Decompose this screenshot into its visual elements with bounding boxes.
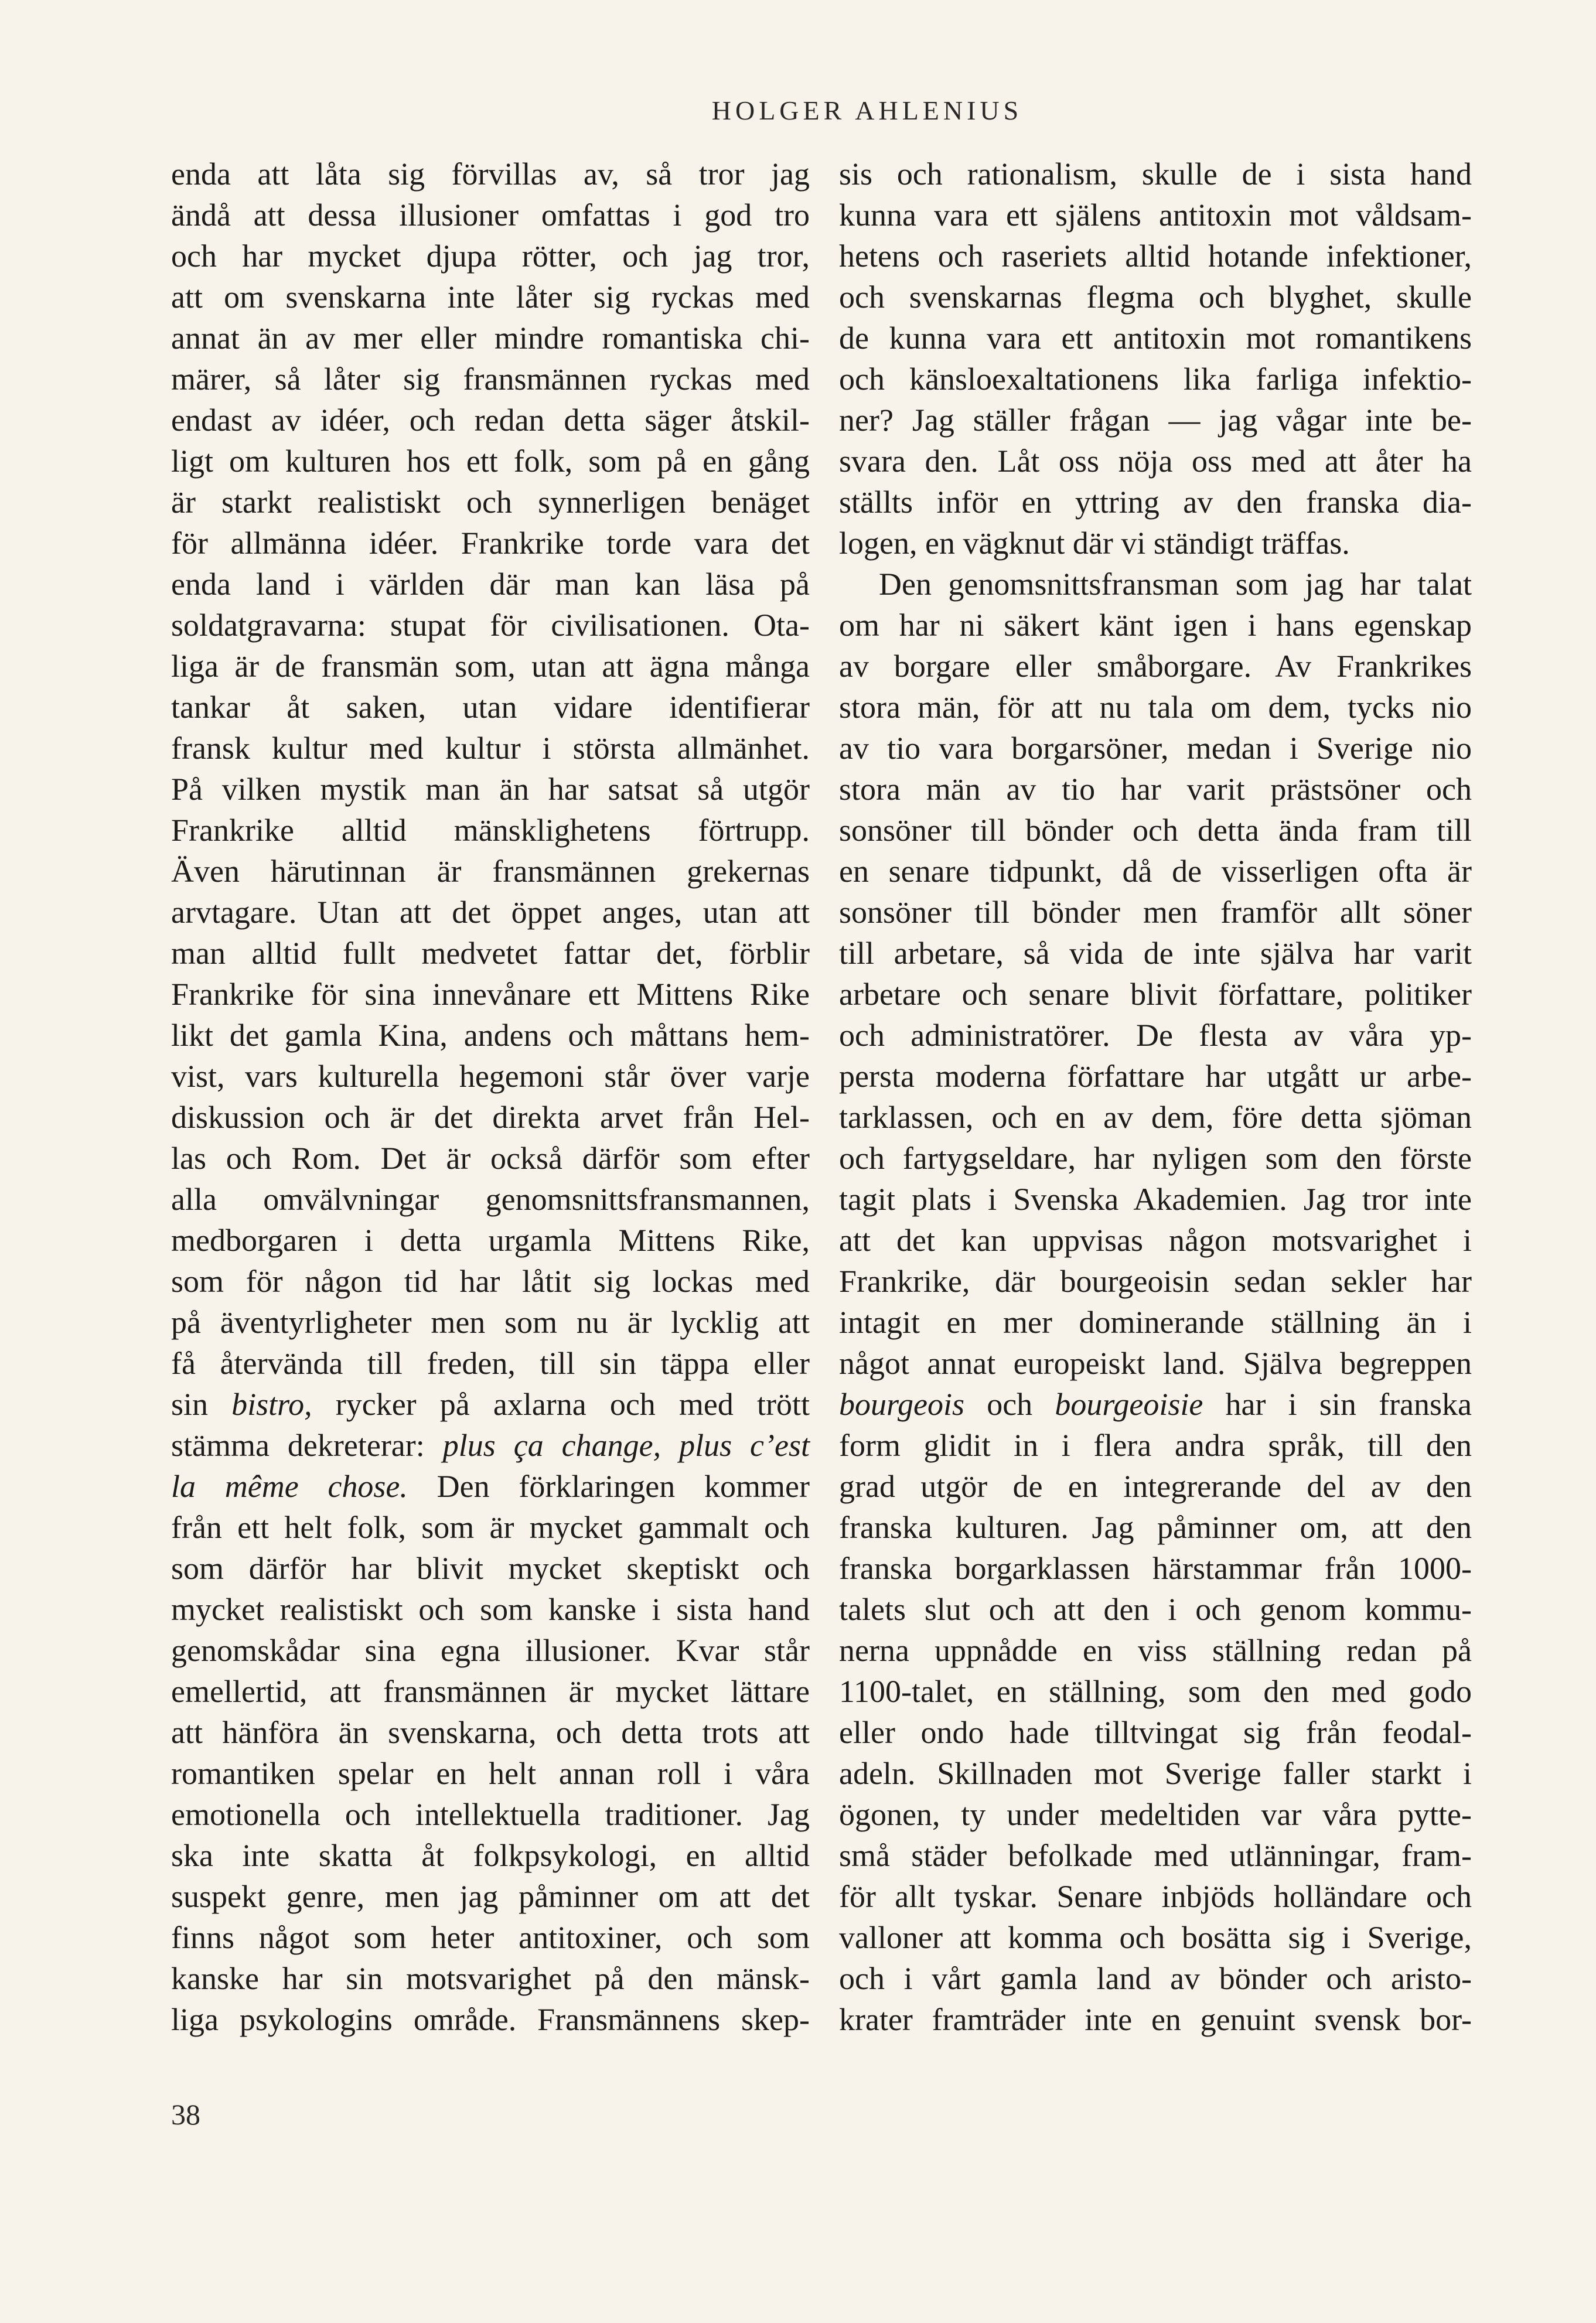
- text-line: fransk kultur med kultur i största allmänhet.: [171, 731, 810, 766]
- text-line: att om svenskarna inte låter sig ryckas med: [171, 279, 810, 315]
- text-line: enda att låta sig förvillas av, så tror jag: [171, 156, 810, 192]
- text-line: form glidit in i flera andra språk, till den: [839, 1428, 1472, 1463]
- text-run: Den förklaringen kommer: [407, 1469, 810, 1504]
- text-line: intagit en mer dominerande ställning än i: [839, 1305, 1472, 1340]
- text-line: franska kulturen. Jag påminner om, att den: [839, 1510, 1472, 1545]
- text-line: Även härutinnan är fransmännen grekernas: [171, 854, 810, 889]
- text-line: enda land i världen där man kan läsa på: [171, 567, 810, 602]
- text-line: grad utgör de en integrerande del av den: [839, 1469, 1472, 1504]
- text-line: svara den. Låt oss nöja oss med att åter ha: [839, 444, 1472, 479]
- text-line: endast av idéer, och redan detta säger åtskil-: [171, 402, 810, 438]
- text-line: tagit plats i Svenska Akademien. Jag tror inte: [839, 1182, 1472, 1217]
- text-line: Den genomsnittsfransman som jag har talat: [879, 567, 1472, 602]
- text-line: las och Rom. Det är också därför som efter: [171, 1141, 810, 1176]
- text-line: vist, vars kulturella hegemoni står över varje: [171, 1059, 810, 1094]
- text-line: sonsöner till bönder men framför allt söner: [839, 895, 1472, 930]
- text-line: ner? Jag ställer frågan — jag vågar inte be-: [839, 402, 1472, 438]
- text-line: och svenskarnas flegma och blyghet, skulle: [839, 279, 1472, 315]
- text-line: och administratörer. De flesta av våra yp-: [839, 1018, 1472, 1053]
- text-line: kunna vara ett själens antitoxin mot våldsam-: [839, 197, 1472, 233]
- text-line: de kunna vara ett antitoxin mot romantikens: [839, 320, 1472, 356]
- text-line: är starkt realistiskt och synnerligen benäget: [171, 485, 810, 520]
- text-line: av borgare eller småborgare. Av Frankrikes: [839, 649, 1472, 684]
- text-run: sin: [171, 1387, 232, 1422]
- text-line: genomskådar sina egna illusioner. Kvar står: [171, 1633, 810, 1668]
- text-line: märer, så låter sig fransmännen ryckas med: [171, 361, 810, 397]
- text-line: till arbetare, så vida de inte själva har varit: [839, 936, 1472, 971]
- text-line: små städer befolkade med utlänningar, fram-: [839, 1838, 1472, 1873]
- text-line: liga psykologins område. Fransmännens skep-: [171, 2002, 810, 2037]
- text-line: om har ni säkert känt igen i hans egenskap: [839, 608, 1472, 643]
- text-line: ögonen, ty under medeltiden var våra pytte-: [839, 1797, 1472, 1832]
- text-line: ställts inför en yttring av den franska dia-: [839, 485, 1472, 520]
- text-line: från ett helt folk, som är mycket gammalt och: [171, 1510, 810, 1545]
- text-line: man alltid fullt medvetet fattar det, förblir: [171, 936, 810, 971]
- text-line: adeln. Skillnaden mot Sverige faller starkt i: [839, 1756, 1472, 1791]
- text-run: rycker på axlarna och med trött: [312, 1387, 810, 1422]
- text-run: har i sin franska: [1203, 1387, 1472, 1422]
- text-line: och känsloexaltationens lika farliga infektio-: [839, 361, 1472, 397]
- text-line: eller ondo hade tilltvingat sig från feodal-: [839, 1715, 1472, 1750]
- text-line: sonsöner till bönder och detta ända fram till: [839, 813, 1472, 848]
- italic-quote: plus ça change, plus c’est: [442, 1428, 810, 1463]
- text-line: soldatgravarna: stupat för civilisationen. Ota-: [171, 608, 810, 643]
- text-line: få återvända till freden, till sin täppa eller: [171, 1346, 810, 1381]
- right-column: [839, 153, 1472, 2040]
- text-line: likt det gamla Kina, andens och måttans hem-: [171, 1018, 810, 1053]
- text-run: och: [964, 1387, 1055, 1422]
- text-line: och har mycket djupa rötter, och jag tror,: [171, 238, 810, 274]
- text-line: valloner att komma och bosätta sig i Sverige,: [839, 1920, 1472, 1955]
- text-line: [171, 1466, 810, 1507]
- text-line: mycket realistiskt och som kanske i sista hand: [171, 1592, 810, 1627]
- text-line: På vilken mystik man än har satsat så utgör: [171, 772, 810, 807]
- text-line: hetens och raseriets alltid hotande infektioner,: [839, 238, 1472, 274]
- text-line: romantiken spelar en helt annan roll i våra: [171, 1756, 810, 1791]
- text-line: ligt om kulturen hos ett folk, som på en gång: [171, 444, 810, 479]
- text-line: Frankrike för sina innevånare ett Mittens Rike: [171, 977, 810, 1012]
- text-line: [171, 1425, 810, 1466]
- text-line: tarklassen, och en av dem, före detta sjöman: [839, 1100, 1472, 1135]
- text-line: ändå att dessa illusioner omfattas i god tro: [171, 197, 810, 233]
- text-line: franska borgarklassen härstammar från 1000-: [839, 1551, 1472, 1586]
- text-line: krater framträder inte en genuint svensk bor-: [839, 2002, 1472, 2037]
- text-line: emellertid, att fransmännen är mycket lättare: [171, 1674, 810, 1709]
- text-line: Frankrike alltid mänsklighetens förtrupp.: [171, 813, 810, 848]
- italic-quote: la même chose.: [171, 1469, 408, 1504]
- text-line: arbetare och senare blivit författare, politiker: [839, 977, 1472, 1012]
- text-line: annat än av mer eller mindre romantiska chi-: [171, 320, 810, 356]
- text-line: att hänföra än svenskarna, och detta trots att: [171, 1715, 810, 1750]
- text-line: och i vårt gamla land av bönder och aristo-: [839, 1961, 1472, 1996]
- left-column: [171, 153, 810, 2040]
- text-line: 1100-talet, en ställning, som den med godo: [839, 1674, 1472, 1709]
- text-line: talets slut och att den i och genom kommu-: [839, 1592, 1472, 1627]
- text-line: stora män av tio har varit prästsöner och: [839, 772, 1472, 807]
- text-line: Frankrike, där bourgeoisin sedan sekler har: [839, 1264, 1472, 1299]
- text-line: och fartygseldare, har nyligen som den förste: [839, 1141, 1472, 1176]
- text-line: som därför har blivit mycket skeptiskt och: [171, 1551, 810, 1586]
- text-line: sis och rationalism, skulle de i sista hand: [839, 156, 1472, 192]
- text-line: en senare tidpunkt, då de visserligen ofta är: [839, 854, 1472, 889]
- text-line: ska inte skatta åt folkpsykologi, en alltid: [171, 1838, 810, 1873]
- page-number: 38: [171, 2098, 200, 2131]
- running-head: HOLGER AHLENIUS: [711, 95, 1023, 125]
- text-line: av tio vara borgarsöner, medan i Sverige nio: [839, 731, 1472, 766]
- text-line: som för någon tid har låtit sig lockas med: [171, 1264, 810, 1299]
- text-line: [839, 1384, 1472, 1425]
- text-line: liga är de fransmän som, utan att ägna många: [171, 649, 810, 684]
- text-line: [171, 1384, 810, 1425]
- text-line: logen, en vägknut där vi ständigt träffas.: [839, 526, 1350, 561]
- text-line: finns något som heter antitoxiner, och som: [171, 1920, 810, 1955]
- text-line: stora män, för att nu tala om dem, tycks nio: [839, 690, 1472, 725]
- text-line: för allmänna idéer. Frankrike torde vara det: [171, 526, 810, 561]
- text-line: för allt tyskar. Senare inbjöds holländare och: [839, 1879, 1472, 1914]
- text-line: suspekt genre, men jag påminner om att det: [171, 1879, 810, 1914]
- text-line: nerna uppnådde en viss ställning redan på: [839, 1633, 1472, 1668]
- text-line: arvtagare. Utan att det öppet anges, utan att: [171, 895, 810, 930]
- italic-term: bourgeois: [839, 1387, 964, 1422]
- text-line: att det kan uppvisas någon motsvarighet i: [839, 1223, 1472, 1258]
- text-line: tankar åt saken, utan vidare identifierar: [171, 690, 810, 725]
- text-run: stämma dekreterar:: [171, 1428, 443, 1463]
- text-line: alla omvälvningar genomsnittsfransmannen,: [171, 1182, 810, 1217]
- text-line: medborgaren i detta urgamla Mittens Rike,: [171, 1223, 810, 1258]
- text-line: på äventyrligheter men som nu är lycklig att: [171, 1305, 810, 1340]
- text-line: emotionella och intellektuella traditioner. Jag: [171, 1797, 810, 1832]
- text-line: något annat europeiskt land. Själva begreppen: [839, 1346, 1472, 1381]
- text-line: diskussion och är det direkta arvet från Hel-: [171, 1100, 810, 1135]
- italic-term: bistro,: [231, 1387, 312, 1422]
- italic-term: bourgeoisie: [1055, 1387, 1203, 1422]
- text-line: kanske har sin motsvarighet på den mänsk-: [171, 1961, 810, 1996]
- text-line: persta moderna författare har utgått ur arbe-: [839, 1059, 1472, 1094]
